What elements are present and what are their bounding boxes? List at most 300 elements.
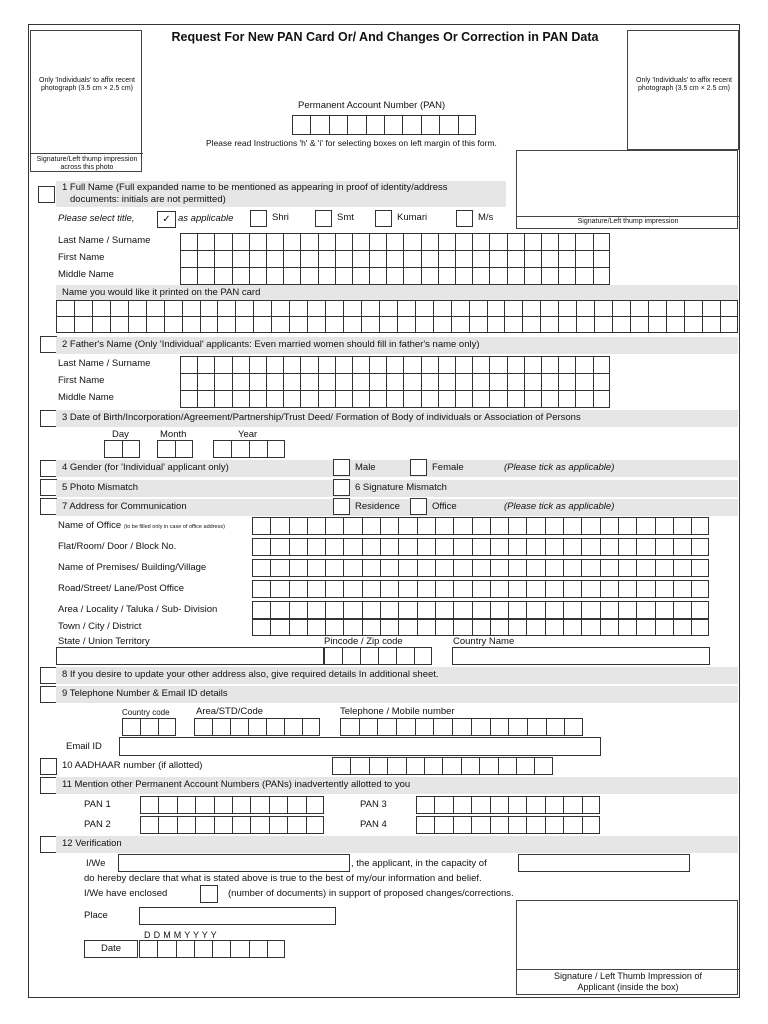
char-cell[interactable] bbox=[438, 356, 455, 374]
area-code-input[interactable] bbox=[194, 718, 320, 736]
char-cell[interactable] bbox=[252, 601, 270, 619]
s2-first-name-input[interactable] bbox=[180, 373, 610, 391]
char-cell[interactable] bbox=[471, 718, 490, 736]
s11-checkbox[interactable] bbox=[40, 777, 57, 794]
char-cell[interactable] bbox=[593, 373, 610, 391]
char-cell[interactable] bbox=[343, 559, 361, 577]
char-cell[interactable] bbox=[673, 538, 691, 556]
char-cell[interactable] bbox=[249, 940, 267, 958]
char-cell[interactable] bbox=[250, 816, 268, 834]
char-cell[interactable] bbox=[253, 300, 271, 317]
char-cell[interactable] bbox=[307, 559, 325, 577]
char-cell[interactable] bbox=[630, 300, 648, 317]
char-cell[interactable] bbox=[526, 816, 544, 834]
char-cell[interactable] bbox=[232, 250, 249, 268]
char-cell[interactable] bbox=[302, 718, 320, 736]
char-cell[interactable] bbox=[575, 233, 592, 251]
char-cell[interactable] bbox=[618, 601, 636, 619]
char-cell[interactable] bbox=[508, 538, 526, 556]
char-cell[interactable] bbox=[386, 390, 403, 408]
char-cell[interactable] bbox=[666, 316, 684, 333]
char-cell[interactable] bbox=[289, 300, 307, 317]
char-cell[interactable] bbox=[232, 816, 250, 834]
char-cell[interactable] bbox=[545, 580, 563, 598]
char-cell[interactable] bbox=[508, 559, 526, 577]
char-cell[interactable] bbox=[526, 559, 544, 577]
char-cell[interactable] bbox=[396, 647, 414, 665]
char-cell[interactable] bbox=[691, 601, 709, 619]
char-cell[interactable] bbox=[471, 796, 489, 814]
char-cell[interactable] bbox=[655, 517, 673, 535]
char-cell[interactable] bbox=[415, 316, 433, 333]
char-cell[interactable] bbox=[504, 300, 522, 317]
char-cell[interactable] bbox=[318, 390, 335, 408]
char-cell[interactable] bbox=[249, 267, 266, 285]
char-cell[interactable] bbox=[581, 538, 599, 556]
char-cell[interactable] bbox=[398, 601, 416, 619]
char-cell[interactable] bbox=[362, 619, 380, 636]
char-cell[interactable] bbox=[469, 300, 487, 317]
char-cell[interactable] bbox=[335, 233, 352, 251]
char-cell[interactable] bbox=[92, 300, 110, 317]
char-cell[interactable] bbox=[438, 390, 455, 408]
char-cell[interactable] bbox=[526, 796, 544, 814]
char-cell[interactable] bbox=[283, 233, 300, 251]
char-cell[interactable] bbox=[489, 356, 506, 374]
char-cell[interactable] bbox=[655, 559, 673, 577]
char-cell[interactable] bbox=[691, 619, 709, 636]
char-cell[interactable] bbox=[451, 300, 469, 317]
char-cell[interactable] bbox=[472, 601, 490, 619]
char-cell[interactable] bbox=[180, 390, 197, 408]
char-cell[interactable] bbox=[249, 373, 266, 391]
char-cell[interactable] bbox=[249, 440, 267, 458]
char-cell[interactable] bbox=[534, 757, 552, 775]
char-cell[interactable] bbox=[343, 316, 361, 333]
town-input[interactable] bbox=[252, 619, 709, 636]
char-cell[interactable] bbox=[451, 316, 469, 333]
char-cell[interactable] bbox=[214, 356, 231, 374]
char-cell[interactable] bbox=[267, 940, 285, 958]
char-cell[interactable] bbox=[564, 718, 583, 736]
char-cell[interactable] bbox=[235, 300, 253, 317]
char-cell[interactable] bbox=[636, 559, 654, 577]
telephone-input[interactable] bbox=[340, 718, 583, 736]
char-cell[interactable] bbox=[197, 233, 214, 251]
char-cell[interactable] bbox=[612, 316, 630, 333]
char-cell[interactable] bbox=[214, 373, 231, 391]
s2-middle-name-input[interactable] bbox=[180, 390, 610, 408]
char-cell[interactable] bbox=[380, 601, 398, 619]
char-cell[interactable] bbox=[307, 580, 325, 598]
char-cell[interactable] bbox=[386, 373, 403, 391]
char-cell[interactable] bbox=[249, 250, 266, 268]
char-cell[interactable] bbox=[325, 580, 343, 598]
char-cell[interactable] bbox=[140, 718, 158, 736]
s1-middle-name-input[interactable] bbox=[180, 267, 610, 285]
char-cell[interactable] bbox=[287, 816, 305, 834]
char-cell[interactable] bbox=[212, 940, 230, 958]
char-cell[interactable] bbox=[508, 796, 526, 814]
char-cell[interactable] bbox=[600, 538, 618, 556]
char-cell[interactable] bbox=[563, 601, 581, 619]
char-cell[interactable] bbox=[421, 390, 438, 408]
char-cell[interactable] bbox=[442, 757, 460, 775]
char-cell[interactable] bbox=[235, 316, 253, 333]
char-cell[interactable] bbox=[421, 373, 438, 391]
s5-checkbox[interactable] bbox=[40, 479, 57, 496]
char-cell[interactable] bbox=[380, 517, 398, 535]
char-cell[interactable] bbox=[307, 517, 325, 535]
char-cell[interactable] bbox=[636, 580, 654, 598]
char-cell[interactable] bbox=[438, 250, 455, 268]
char-cell[interactable] bbox=[434, 816, 452, 834]
char-cell[interactable] bbox=[300, 356, 317, 374]
char-cell[interactable] bbox=[438, 267, 455, 285]
char-cell[interactable] bbox=[307, 300, 325, 317]
char-cell[interactable] bbox=[673, 619, 691, 636]
char-cell[interactable] bbox=[343, 538, 361, 556]
char-cell[interactable] bbox=[593, 356, 610, 374]
char-cell[interactable] bbox=[541, 250, 558, 268]
char-cell[interactable] bbox=[176, 940, 194, 958]
char-cell[interactable] bbox=[340, 718, 359, 736]
char-cell[interactable] bbox=[546, 718, 565, 736]
char-cell[interactable] bbox=[594, 300, 612, 317]
pan3-input[interactable] bbox=[416, 796, 600, 814]
char-cell[interactable] bbox=[177, 816, 195, 834]
char-cell[interactable] bbox=[558, 300, 576, 317]
char-cell[interactable] bbox=[424, 757, 442, 775]
title-tick-box[interactable]: ✓ bbox=[157, 211, 176, 228]
char-cell[interactable] bbox=[691, 559, 709, 577]
char-cell[interactable] bbox=[522, 300, 540, 317]
char-cell[interactable] bbox=[56, 300, 74, 317]
char-cell[interactable] bbox=[452, 718, 471, 736]
char-cell[interactable] bbox=[180, 356, 197, 374]
s2-last-name-input[interactable] bbox=[180, 356, 610, 374]
gender-female-checkbox[interactable] bbox=[410, 459, 427, 476]
char-cell[interactable] bbox=[636, 538, 654, 556]
char-cell[interactable] bbox=[300, 267, 317, 285]
char-cell[interactable] bbox=[545, 796, 563, 814]
char-cell[interactable] bbox=[289, 538, 307, 556]
char-cell[interactable] bbox=[380, 559, 398, 577]
char-cell[interactable] bbox=[435, 601, 453, 619]
signature-box-top[interactable] bbox=[516, 150, 738, 229]
char-cell[interactable] bbox=[417, 517, 435, 535]
char-cell[interactable] bbox=[541, 267, 558, 285]
char-cell[interactable] bbox=[576, 300, 594, 317]
char-cell[interactable] bbox=[352, 233, 369, 251]
char-cell[interactable] bbox=[232, 373, 249, 391]
char-cell[interactable] bbox=[691, 580, 709, 598]
char-cell[interactable] bbox=[397, 316, 415, 333]
char-cell[interactable] bbox=[377, 718, 396, 736]
char-cell[interactable] bbox=[435, 538, 453, 556]
char-cell[interactable] bbox=[182, 316, 200, 333]
char-cell[interactable] bbox=[306, 816, 324, 834]
char-cell[interactable] bbox=[636, 619, 654, 636]
char-cell[interactable] bbox=[618, 538, 636, 556]
char-cell[interactable] bbox=[361, 300, 379, 317]
char-cell[interactable] bbox=[362, 580, 380, 598]
char-cell[interactable] bbox=[325, 619, 343, 636]
char-cell[interactable] bbox=[421, 233, 438, 251]
char-cell[interactable] bbox=[403, 267, 420, 285]
char-cell[interactable] bbox=[343, 619, 361, 636]
char-cell[interactable] bbox=[581, 517, 599, 535]
char-cell[interactable] bbox=[403, 356, 420, 374]
char-cell[interactable] bbox=[271, 300, 289, 317]
char-cell[interactable] bbox=[702, 300, 720, 317]
char-cell[interactable] bbox=[673, 559, 691, 577]
char-cell[interactable] bbox=[648, 316, 666, 333]
char-cell[interactable] bbox=[249, 356, 266, 374]
char-cell[interactable] bbox=[232, 796, 250, 814]
char-cell[interactable] bbox=[581, 601, 599, 619]
char-cell[interactable] bbox=[498, 757, 516, 775]
char-cell[interactable] bbox=[507, 373, 524, 391]
char-cell[interactable] bbox=[435, 559, 453, 577]
char-cell[interactable] bbox=[490, 718, 509, 736]
char-cell[interactable] bbox=[214, 796, 232, 814]
address-residence-checkbox[interactable] bbox=[333, 498, 350, 515]
char-cell[interactable] bbox=[600, 601, 618, 619]
char-cell[interactable] bbox=[558, 316, 576, 333]
char-cell[interactable] bbox=[417, 559, 435, 577]
photo-box-left[interactable] bbox=[30, 30, 142, 172]
printed-name-row2-input[interactable] bbox=[56, 316, 738, 333]
char-cell[interactable] bbox=[74, 316, 92, 333]
char-cell[interactable] bbox=[472, 559, 490, 577]
char-cell[interactable] bbox=[335, 267, 352, 285]
char-cell[interactable] bbox=[306, 796, 324, 814]
char-cell[interactable] bbox=[287, 796, 305, 814]
char-cell[interactable] bbox=[416, 816, 434, 834]
s1-last-name-input[interactable] bbox=[180, 233, 610, 251]
char-cell[interactable] bbox=[252, 517, 270, 535]
s4-checkbox[interactable] bbox=[40, 460, 57, 477]
char-cell[interactable] bbox=[472, 580, 490, 598]
char-cell[interactable] bbox=[197, 390, 214, 408]
char-cell[interactable] bbox=[352, 373, 369, 391]
char-cell[interactable] bbox=[600, 619, 618, 636]
capacity-input[interactable] bbox=[518, 854, 690, 872]
char-cell[interactable] bbox=[526, 517, 544, 535]
char-cell[interactable] bbox=[558, 233, 575, 251]
char-cell[interactable] bbox=[655, 601, 673, 619]
char-cell[interactable] bbox=[563, 538, 581, 556]
title-kumari-checkbox[interactable] bbox=[375, 210, 392, 227]
char-cell[interactable] bbox=[545, 619, 563, 636]
char-cell[interactable] bbox=[576, 316, 594, 333]
char-cell[interactable] bbox=[269, 796, 287, 814]
char-cell[interactable] bbox=[594, 316, 612, 333]
char-cell[interactable] bbox=[369, 390, 386, 408]
pan1-input[interactable] bbox=[140, 796, 324, 814]
char-cell[interactable] bbox=[472, 356, 489, 374]
char-cell[interactable] bbox=[636, 601, 654, 619]
char-cell[interactable] bbox=[217, 316, 235, 333]
char-cell[interactable] bbox=[335, 390, 352, 408]
char-cell[interactable] bbox=[472, 267, 489, 285]
char-cell[interactable] bbox=[406, 757, 424, 775]
char-cell[interactable] bbox=[270, 517, 288, 535]
char-cell[interactable] bbox=[581, 619, 599, 636]
char-cell[interactable] bbox=[197, 356, 214, 374]
char-cell[interactable] bbox=[455, 373, 472, 391]
char-cell[interactable] bbox=[524, 233, 541, 251]
char-cell[interactable] bbox=[396, 718, 415, 736]
char-cell[interactable] bbox=[318, 233, 335, 251]
s6-checkbox[interactable] bbox=[333, 479, 350, 496]
char-cell[interactable] bbox=[487, 300, 505, 317]
char-cell[interactable] bbox=[289, 601, 307, 619]
char-cell[interactable] bbox=[655, 538, 673, 556]
char-cell[interactable] bbox=[380, 580, 398, 598]
char-cell[interactable] bbox=[270, 601, 288, 619]
char-cell[interactable] bbox=[164, 316, 182, 333]
char-cell[interactable] bbox=[386, 267, 403, 285]
char-cell[interactable] bbox=[175, 440, 193, 458]
char-cell[interactable] bbox=[362, 517, 380, 535]
char-cell[interactable] bbox=[563, 796, 581, 814]
char-cell[interactable] bbox=[415, 718, 434, 736]
char-cell[interactable] bbox=[541, 356, 558, 374]
char-cell[interactable] bbox=[180, 250, 197, 268]
s8-checkbox[interactable] bbox=[40, 667, 57, 684]
char-cell[interactable] bbox=[110, 300, 128, 317]
char-cell[interactable] bbox=[164, 300, 182, 317]
char-cell[interactable] bbox=[343, 300, 361, 317]
char-cell[interactable] bbox=[380, 538, 398, 556]
char-cell[interactable] bbox=[266, 373, 283, 391]
char-cell[interactable] bbox=[212, 718, 230, 736]
char-cell[interactable] bbox=[146, 316, 164, 333]
char-cell[interactable] bbox=[558, 267, 575, 285]
char-cell[interactable] bbox=[122, 440, 140, 458]
char-cell[interactable] bbox=[325, 300, 343, 317]
char-cell[interactable] bbox=[490, 796, 508, 814]
char-cell[interactable] bbox=[433, 316, 451, 333]
char-cell[interactable] bbox=[472, 538, 490, 556]
char-cell[interactable] bbox=[369, 250, 386, 268]
char-cell[interactable] bbox=[267, 440, 285, 458]
char-cell[interactable] bbox=[434, 796, 452, 814]
place-input[interactable] bbox=[139, 907, 336, 925]
char-cell[interactable] bbox=[618, 580, 636, 598]
char-cell[interactable] bbox=[563, 517, 581, 535]
char-cell[interactable] bbox=[490, 601, 508, 619]
date-input[interactable] bbox=[139, 940, 285, 958]
char-cell[interactable] bbox=[720, 300, 738, 317]
char-cell[interactable] bbox=[508, 580, 526, 598]
title-ms-checkbox[interactable] bbox=[456, 210, 473, 227]
char-cell[interactable] bbox=[403, 373, 420, 391]
char-cell[interactable] bbox=[479, 757, 497, 775]
char-cell[interactable] bbox=[158, 796, 176, 814]
char-cell[interactable] bbox=[453, 538, 471, 556]
char-cell[interactable] bbox=[362, 559, 380, 577]
office-name-input[interactable] bbox=[252, 517, 709, 535]
char-cell[interactable] bbox=[343, 580, 361, 598]
char-cell[interactable] bbox=[630, 316, 648, 333]
char-cell[interactable] bbox=[636, 517, 654, 535]
char-cell[interactable] bbox=[380, 619, 398, 636]
char-cell[interactable] bbox=[352, 250, 369, 268]
char-cell[interactable] bbox=[673, 580, 691, 598]
char-cell[interactable] bbox=[508, 619, 526, 636]
char-cell[interactable] bbox=[593, 390, 610, 408]
char-cell[interactable] bbox=[507, 233, 524, 251]
char-cell[interactable] bbox=[563, 816, 581, 834]
char-cell[interactable] bbox=[360, 647, 378, 665]
char-cell[interactable] bbox=[563, 559, 581, 577]
char-cell[interactable] bbox=[266, 250, 283, 268]
pan2-input[interactable] bbox=[140, 816, 324, 834]
char-cell[interactable] bbox=[300, 250, 317, 268]
char-cell[interactable] bbox=[343, 601, 361, 619]
road-input[interactable] bbox=[252, 580, 709, 598]
char-cell[interactable] bbox=[469, 316, 487, 333]
char-cell[interactable] bbox=[581, 580, 599, 598]
char-cell[interactable] bbox=[673, 601, 691, 619]
char-cell[interactable] bbox=[558, 356, 575, 374]
char-cell[interactable] bbox=[217, 300, 235, 317]
char-cell[interactable] bbox=[472, 233, 489, 251]
char-cell[interactable] bbox=[524, 390, 541, 408]
title-shri-checkbox[interactable] bbox=[250, 210, 267, 227]
char-cell[interactable] bbox=[213, 440, 231, 458]
char-cell[interactable] bbox=[128, 300, 146, 317]
char-cell[interactable] bbox=[369, 356, 386, 374]
photo-box-right[interactable] bbox=[627, 30, 739, 150]
char-cell[interactable] bbox=[545, 816, 563, 834]
char-cell[interactable] bbox=[403, 250, 420, 268]
char-cell[interactable] bbox=[110, 316, 128, 333]
char-cell[interactable] bbox=[524, 250, 541, 268]
char-cell[interactable] bbox=[453, 601, 471, 619]
char-cell[interactable] bbox=[325, 517, 343, 535]
char-cell[interactable] bbox=[691, 517, 709, 535]
char-cell[interactable] bbox=[472, 517, 490, 535]
char-cell[interactable] bbox=[575, 267, 592, 285]
char-cell[interactable] bbox=[158, 718, 176, 736]
char-cell[interactable] bbox=[508, 517, 526, 535]
char-cell[interactable] bbox=[684, 316, 702, 333]
char-cell[interactable] bbox=[472, 373, 489, 391]
char-cell[interactable] bbox=[489, 250, 506, 268]
pan4-input[interactable] bbox=[416, 816, 600, 834]
char-cell[interactable] bbox=[524, 267, 541, 285]
char-cell[interactable] bbox=[283, 356, 300, 374]
char-cell[interactable] bbox=[575, 373, 592, 391]
char-cell[interactable] bbox=[362, 538, 380, 556]
char-cell[interactable] bbox=[139, 940, 157, 958]
char-cell[interactable] bbox=[489, 233, 506, 251]
char-cell[interactable] bbox=[398, 580, 416, 598]
char-cell[interactable] bbox=[342, 647, 360, 665]
char-cell[interactable] bbox=[507, 250, 524, 268]
char-cell[interactable] bbox=[271, 316, 289, 333]
char-cell[interactable] bbox=[200, 300, 218, 317]
char-cell[interactable] bbox=[350, 757, 368, 775]
dob-year-input[interactable] bbox=[213, 440, 285, 458]
char-cell[interactable] bbox=[507, 267, 524, 285]
char-cell[interactable] bbox=[524, 356, 541, 374]
char-cell[interactable] bbox=[252, 538, 270, 556]
